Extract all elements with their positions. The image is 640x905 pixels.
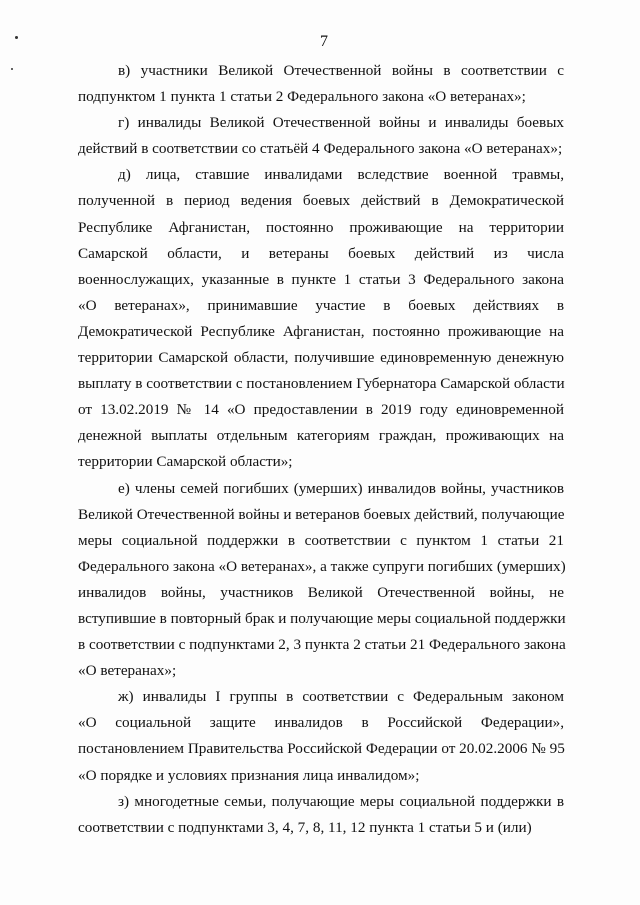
text-line: з) многодетные семьи, получающие меры социальной поддержки в (118, 792, 564, 810)
text-line: денежной выплаты отдельным категориям граждан, проживающих на (78, 427, 564, 445)
text-line: «О ветеранах»; (78, 662, 177, 680)
text-line: военнослужащих, указанные в пункте 1 статьи 3 Федерального закона (78, 270, 564, 288)
text-line: в) участники Великой Отечественной войны в соответствии с (118, 62, 564, 79)
text-line: полученной в период ведения боевых действий в Демократической (78, 192, 564, 210)
text-line: д) лица, ставшие инвалидами вследствие военной травмы, (118, 166, 564, 184)
text-line: «О порядке и условиях признания лица инвалидом»; (78, 766, 420, 784)
paragraph (78, 162, 564, 475)
paragraph (78, 58, 564, 110)
text-line: «О ветеранах», принимавшие участие в боевых действиях в (78, 296, 564, 314)
text-line: ж) инвалиды I группы в соответствии с Федеральным законом (118, 688, 564, 706)
text-line: Федерального закона «О ветеранах», а также супруги погибших (умерших) (78, 557, 566, 575)
text-line: Республике Афганистан, постоянно проживающие на территории (78, 218, 564, 236)
paragraph (78, 476, 564, 685)
text-line: е) члены семей погибших (умерших) инвалидов войны, участников (118, 479, 564, 497)
paragraph (78, 789, 564, 841)
text-line: действий в соответствии со статьёй 4 Федерального закона «О ветеранах»; (78, 140, 563, 158)
paragraph (78, 684, 564, 788)
text-line: территории Самарской области, получившие единовременную денежную (78, 349, 564, 367)
scan-speck (11, 68, 13, 70)
text-line: постановлением Правительства Российской Федерации от 20.02.2006 № 95 (78, 740, 565, 758)
text-line: Демократической Республике Афганистан, постоянно проживающие на (78, 322, 564, 340)
text-line: «О социальной защите инвалидов в Российской Федерации», (78, 714, 564, 732)
text-line: выплату в соответствии с постановлением Губернатора Самарской области (78, 375, 565, 393)
text-line: Великой Отечественной войны и ветеранов боевых действий, получающие (78, 505, 565, 523)
text-line: г) инвалиды Великой Отечественной войны и инвалиды боевых (118, 114, 564, 132)
text-line: инвалидов войны, участников Великой Отечественной войны, не (78, 583, 564, 601)
text-line: соответствии с подпунктами 3, 4, 7, 8, 11, 12 пункта 1 статьи 5 и (или) (78, 818, 532, 836)
document-body (78, 58, 564, 841)
text-line: вступившие в повторный брак и получающие меры социальной поддержки (78, 609, 566, 627)
text-line: подпунктом 1 пункта 1 статьи 2 Федерального закона «О ветеранах»; (78, 88, 526, 106)
text-line: территории Самарской области»; (78, 453, 293, 471)
text-line: в соответствии с подпунктами 2, 3 пункта 2 статьи 21 Федерального закона (78, 636, 566, 654)
text-line: от 13.02.2019 № 14 «О предоставлении в 2019 году единовременной (78, 401, 564, 419)
text-line: меры социальной поддержки в соответствии с пунктом 1 статьи 21 (78, 531, 564, 549)
page-number: 7 (320, 33, 328, 50)
text-line: Самарской области, и ветераны боевых действий из числа (78, 244, 564, 262)
paragraph (78, 110, 564, 162)
